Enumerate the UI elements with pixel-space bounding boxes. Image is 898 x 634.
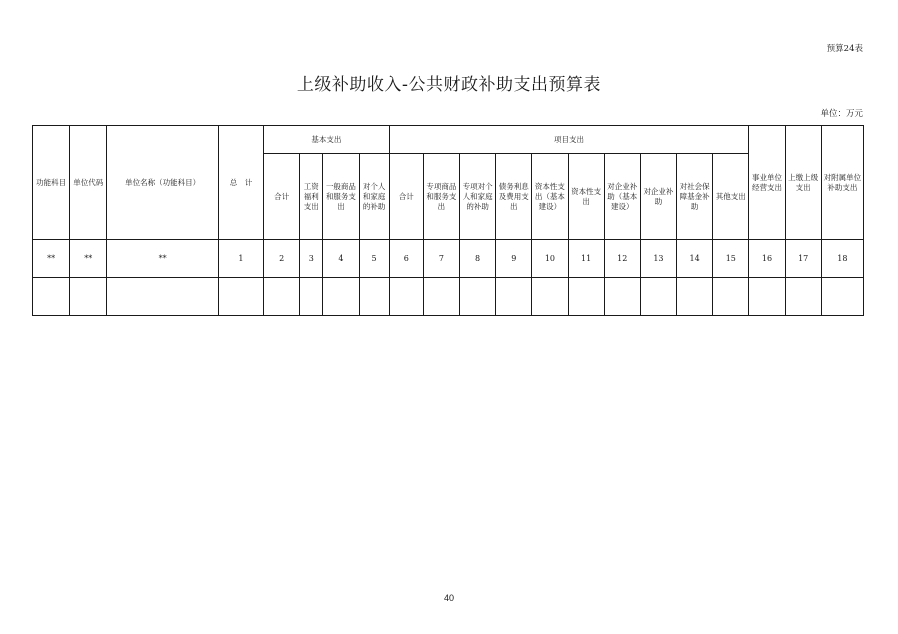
header-project-sub: 对企业补助（基本建设） (604, 154, 640, 240)
header-total: 总 计 (218, 126, 263, 240)
header-business-op: 事业单位经营支出 (749, 126, 785, 240)
empty-cell[interactable] (359, 278, 389, 316)
index-cell: 12 (604, 240, 640, 278)
page-title: 上级补助收入-公共财政补助支出预算表 (296, 75, 602, 95)
empty-cell[interactable] (389, 278, 423, 316)
header-upper-remit: 上缴上级支出 (785, 126, 821, 240)
header-basic-sub: 合计 (264, 154, 300, 240)
header-unit-code: 单位代码 (70, 126, 107, 240)
header-project-sub: 专项商品和服务支出 (423, 154, 459, 240)
index-cell: 7 (423, 240, 459, 278)
empty-cell[interactable] (568, 278, 604, 316)
header-basic-sub: 对个人和家庭的补助 (359, 154, 389, 240)
empty-cell[interactable] (423, 278, 459, 316)
index-cell: 17 (785, 240, 821, 278)
index-cell: 8 (460, 240, 496, 278)
index-cell: 3 (300, 240, 323, 278)
empty-cell[interactable] (218, 278, 263, 316)
header-basic-sub: 一般商品和服务支出 (323, 154, 359, 240)
empty-cell[interactable] (713, 278, 749, 316)
index-row (33, 240, 864, 278)
index-cell: ** (107, 240, 219, 278)
budget-table (32, 125, 864, 316)
index-cell: 5 (359, 240, 389, 278)
empty-cell[interactable] (532, 278, 568, 316)
index-cell: 4 (323, 240, 359, 278)
header-project-sub: 对企业补助 (640, 154, 676, 240)
index-cell: 13 (640, 240, 676, 278)
header-project-sub: 资本性支出 (568, 154, 604, 240)
empty-cell[interactable] (785, 278, 821, 316)
empty-cell[interactable] (749, 278, 785, 316)
unit-label: 单位：万元 (820, 109, 863, 119)
index-cell: ** (33, 240, 70, 278)
header-project-sub: 资本性支出（基本建设） (532, 154, 568, 240)
empty-cell[interactable] (264, 278, 300, 316)
empty-cell[interactable] (640, 278, 676, 316)
index-cell: 15 (713, 240, 749, 278)
form-number: 预算24表 (826, 44, 863, 54)
header-project-sub: 对社会保障基金补助 (677, 154, 713, 240)
page-number: 40 (443, 593, 454, 603)
header-group-basic: 基本支出 (264, 126, 390, 154)
empty-cell[interactable] (70, 278, 107, 316)
index-cell: 18 (821, 240, 863, 278)
header-basic-sub: 工资福利支出 (300, 154, 323, 240)
index-cell: 16 (749, 240, 785, 278)
empty-cell[interactable] (33, 278, 70, 316)
header-func-subject: 功能科目 (33, 126, 70, 240)
index-cell: 6 (389, 240, 423, 278)
header-row-1 (33, 126, 864, 154)
empty-cell[interactable] (604, 278, 640, 316)
index-cell: ** (70, 240, 107, 278)
header-project-sub: 专项对个人和家庭的补助 (460, 154, 496, 240)
empty-cell[interactable] (460, 278, 496, 316)
empty-cell[interactable] (677, 278, 713, 316)
header-project-sub: 债务利息及费用支出 (496, 154, 532, 240)
index-cell: 1 (218, 240, 263, 278)
header-unit-name: 单位名称（功能科目） (107, 126, 219, 240)
header-group-project: 项目支出 (389, 126, 749, 154)
index-cell: 10 (532, 240, 568, 278)
empty-data-row (33, 278, 864, 316)
empty-cell[interactable] (496, 278, 532, 316)
index-cell: 14 (677, 240, 713, 278)
header-affiliate-subsidy: 对附属单位补助支出 (821, 126, 863, 240)
empty-cell[interactable] (323, 278, 359, 316)
header-project-sub: 其他支出 (713, 154, 749, 240)
empty-cell[interactable] (300, 278, 323, 316)
empty-cell[interactable] (107, 278, 219, 316)
empty-cell[interactable] (821, 278, 863, 316)
index-cell: 2 (264, 240, 300, 278)
index-cell: 9 (496, 240, 532, 278)
index-cell: 11 (568, 240, 604, 278)
header-project-sub: 合计 (389, 154, 423, 240)
